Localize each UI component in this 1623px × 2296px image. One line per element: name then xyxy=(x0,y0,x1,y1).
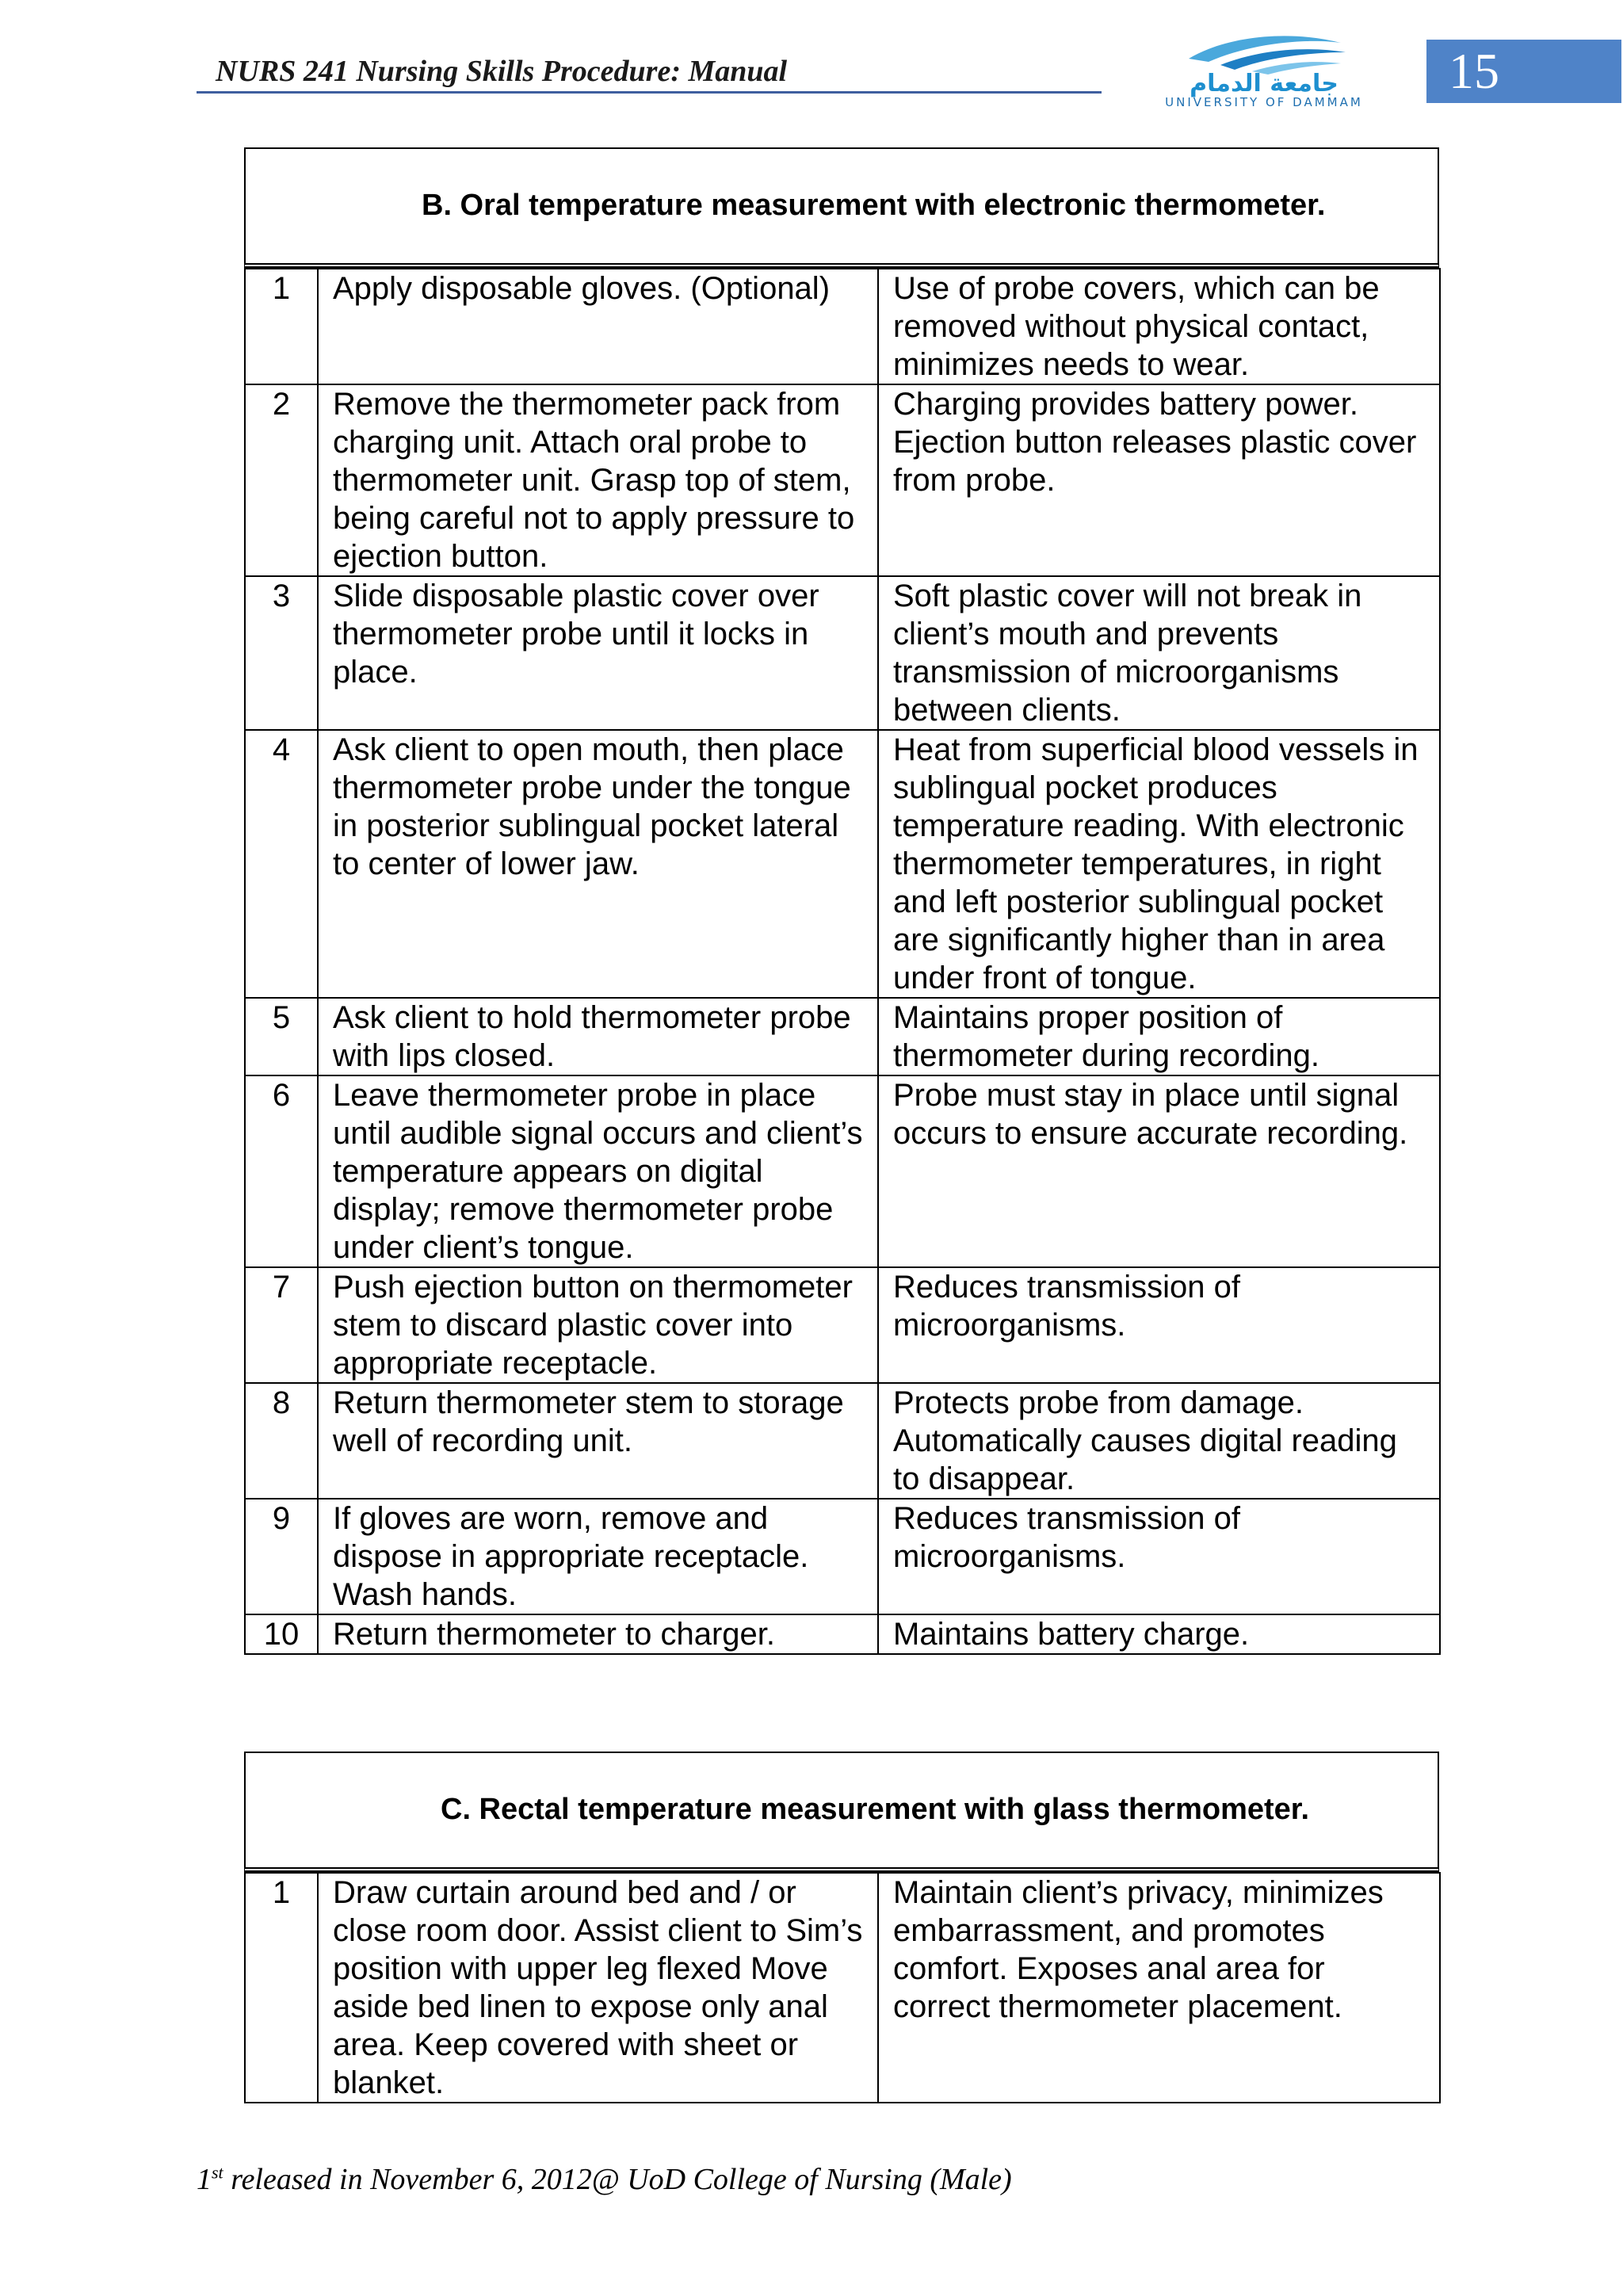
step-action: If gloves are worn, remove and dispose in appropriate receptacle. Wash hands. xyxy=(318,1499,878,1614)
step-action: Return thermometer to charger. xyxy=(318,1614,878,1654)
step-action: Return thermometer stem to storage well of recording unit. xyxy=(318,1383,878,1499)
table-row xyxy=(245,730,1440,998)
step-action: Remove the thermometer pack from charging unit. Attach oral probe to thermometer unit. Grasp top of stem, being careful not to apply pressure to ejection button. xyxy=(318,384,878,576)
table-row xyxy=(245,1614,1440,1654)
step-rationale: Use of probe covers, which can be removed without physical contact, minimizes needs to wear. xyxy=(878,269,1440,384)
footer-release-note xyxy=(197,2162,1012,2197)
step-rationale: Maintain client’s privacy, minimizes embarrassment, and promotes comfort. Exposes anal area for correct thermometer placement. xyxy=(878,1873,1440,2103)
page-number: 15 xyxy=(1426,40,1621,103)
step-number: 8 xyxy=(245,1383,318,1499)
step-rationale: Charging provides battery power. Ejection button releases plastic cover from probe. xyxy=(878,384,1440,576)
header-rule xyxy=(197,91,1102,94)
section-b-header xyxy=(244,147,1439,268)
section-c-title: C. Rectal temperature measurement with glass thermometer. xyxy=(441,1793,1310,1826)
table-row xyxy=(245,269,1440,384)
step-number: 4 xyxy=(245,730,318,998)
section-c-header xyxy=(244,1752,1439,1872)
table-row xyxy=(245,384,1440,576)
step-number: 6 xyxy=(245,1075,318,1267)
step-rationale: Reduces transmission of microorganisms. xyxy=(878,1267,1440,1383)
logo-english-text: UNIVERSITY OF DAMMAM xyxy=(1165,95,1363,109)
step-number: 5 xyxy=(245,998,318,1075)
footer-superscript: st xyxy=(212,2162,223,2183)
university-logo xyxy=(1133,29,1395,108)
table-row xyxy=(245,1075,1440,1267)
step-number: 2 xyxy=(245,384,318,576)
logo-arabic-text: جامعة الدمام xyxy=(1190,70,1338,97)
step-action: Apply disposable gloves. (Optional) xyxy=(318,269,878,384)
step-number: 1 xyxy=(245,269,318,384)
step-rationale: Heat from superficial blood vessels in sublingual pocket produces temperature reading. With electronic thermometer temperatures, in right and left posterior sublingual pocket are significantly higher than in area under front of tongue. xyxy=(878,730,1440,998)
table-row xyxy=(245,998,1440,1075)
step-number: 7 xyxy=(245,1267,318,1383)
document-title: NURS 241 Nursing Skills Procedure: Manual xyxy=(216,55,788,88)
step-action: Ask client to hold thermometer probe with lips closed. xyxy=(318,998,878,1075)
step-action: Slide disposable plastic cover over thermometer probe until it locks in place. xyxy=(318,576,878,730)
step-number: 3 xyxy=(245,576,318,730)
section-c-table xyxy=(244,1872,1441,2103)
step-action: Leave thermometer probe in place until audible signal occurs and client’s temperature appears on digital display; remove thermometer probe under client’s tongue. xyxy=(318,1075,878,1267)
step-rationale: Probe must stay in place until signal occurs to ensure accurate recording. xyxy=(878,1075,1440,1267)
step-rationale: Maintains proper position of thermometer during recording. xyxy=(878,998,1440,1075)
step-rationale: Maintains battery charge. xyxy=(878,1614,1440,1654)
footer-text: released in November 6, 2012@ UoD College of Nursing (Male) xyxy=(223,2163,1012,2196)
table-row xyxy=(245,1499,1440,1614)
step-action: Draw curtain around bed and / or close room door. Assist client to Sim’s position with upper leg flexed Move aside bed linen to expose only anal area. Keep covered with sheet or blanket. xyxy=(318,1873,878,2103)
step-action: Ask client to open mouth, then place thermometer probe under the tongue in posterior sublingual pocket lateral to center of lower jaw. xyxy=(318,730,878,998)
footer-prefix: 1 xyxy=(197,2163,212,2196)
step-action: Push ejection button on thermometer stem to discard plastic cover into appropriate receptacle. xyxy=(318,1267,878,1383)
step-rationale: Soft plastic cover will not break in client’s mouth and prevents transmission of microorganisms between clients. xyxy=(878,576,1440,730)
step-number: 9 xyxy=(245,1499,318,1614)
step-rationale: Reduces transmission of microorganisms. xyxy=(878,1499,1440,1614)
section-b-table xyxy=(244,268,1441,1655)
table-row xyxy=(245,1267,1440,1383)
step-rationale: Protects probe from damage. Automatically causes digital reading to disappear. xyxy=(878,1383,1440,1499)
table-row xyxy=(245,1873,1440,2103)
step-number: 10 xyxy=(245,1614,318,1654)
section-b-title: B. Oral temperature measurement with electronic thermometer. xyxy=(422,189,1326,222)
step-number: 1 xyxy=(245,1873,318,2103)
table-row xyxy=(245,1383,1440,1499)
table-row xyxy=(245,576,1440,730)
wave-logo-icon xyxy=(1133,29,1395,76)
